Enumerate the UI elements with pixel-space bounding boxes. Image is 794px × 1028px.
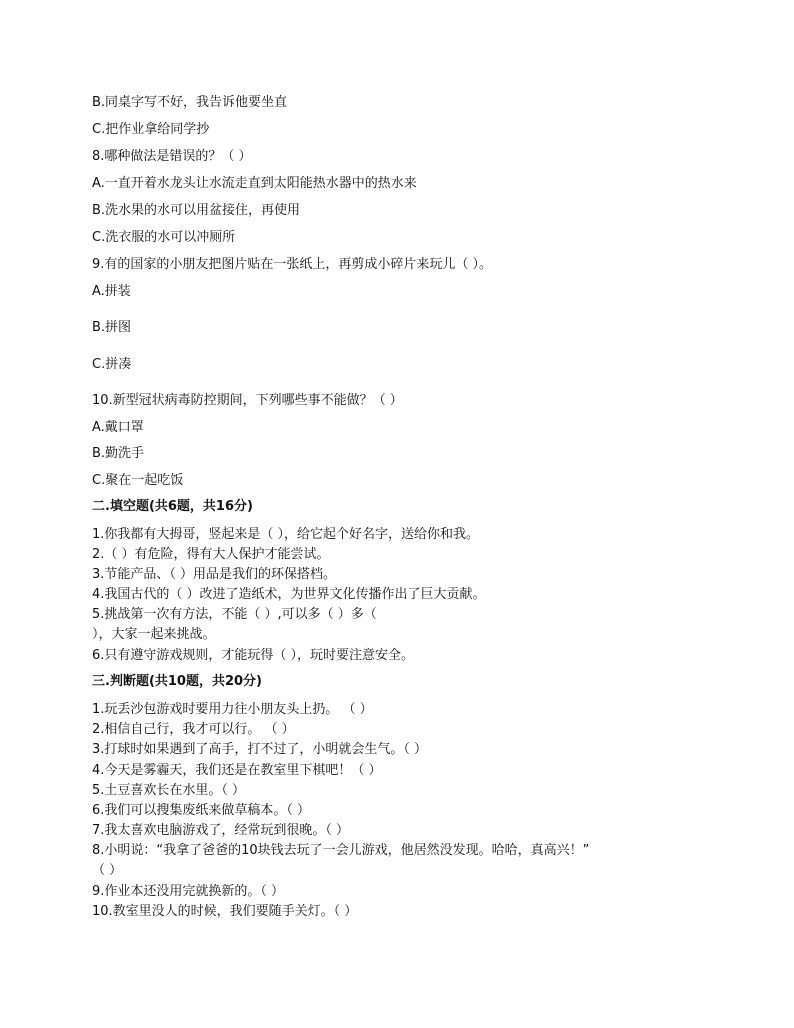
section2-item: 6.只有遵守游戏规则，才能玩得（ ），玩时要注意安全。 — [92, 648, 415, 663]
q8-option-a: A.一直开着水龙头让水流走直到太阳能热水器中的热水来 — [92, 176, 417, 191]
section2-item: 5.挑战第一次有方法，不能（ ）,可以多（ ）多（ — [92, 607, 377, 622]
section3-item: 6.我们可以搜集废纸来做草稿本。（ ） — [92, 803, 311, 818]
q9-option-a: A.拼装 — [92, 284, 131, 299]
section3-item: 3.打球时如果遇到了高手，打不过了，小明就会生气。（ ） — [92, 742, 428, 757]
q9-question: 9.有的国家的小朋友把图片贴在一张纸上，再剪成小碎片来玩儿（ ）。 — [92, 257, 493, 272]
q10-option-a: A.戴口罩 — [92, 420, 144, 435]
q7-option-c: C.把作业拿给同学抄 — [92, 122, 210, 137]
q7-option-b: B.同桌字写不好，我告诉他要坐直 — [92, 95, 288, 110]
q10-option-c: C.聚在一起吃饭 — [92, 473, 184, 488]
section3-item: 8.小明说：“我拿了爸爸的10块钱去玩了一会儿游戏，他居然没发现。哈哈，真高兴！” — [92, 843, 590, 858]
q8-option-b: B.洗水果的水可以用盆接住，再使用 — [92, 203, 301, 218]
section2-item: 3.节能产品、（ ）用品是我们的环保搭档。 — [92, 567, 337, 582]
q9-option-c: C.拼凑 — [92, 357, 132, 372]
section3-item: 9.作业本还没用完就换新的。（ ） — [92, 884, 285, 899]
section2-item: 1.你我都有大拇哥，竖起来是（ ），给它起个好名字，送给你和我。 — [92, 527, 480, 542]
q8-question: 8.哪种做法是错误的？（ ） — [92, 149, 252, 164]
section3-item: 5.土豆喜欢长在水里。（ ） — [92, 783, 246, 798]
section2-item: 2.（ ）有危险，得有大人保护才能尝试。 — [92, 547, 330, 562]
section3-item: 1.玩丢沙包游戏时要用力往小朋友头上扔。 （ ） — [92, 702, 373, 717]
section3-item: 2.相信自己行，我才可以行。 （ ） — [92, 722, 295, 737]
section2-item-continued: ），大家一起来挑战。 — [92, 627, 216, 642]
q10-option-b: B.勤洗手 — [92, 446, 145, 461]
section3-item: 10.教室里没人的时候，我们要随手关灯。（ ） — [92, 904, 358, 919]
section3-heading: 三.判断题(共10题，共20分) — [92, 674, 263, 689]
q9-option-b: B.拼图 — [92, 320, 132, 335]
section3-item: 7.我太喜欢电脑游戏了，经常玩到很晚。（ ） — [92, 823, 350, 838]
section3-item: 4.今天是雾霾天，我们还是在教室里下棋吧！（ ） — [92, 763, 382, 778]
section3-item-answer-blank: （ ） — [92, 863, 123, 878]
q8-option-c: C.洗衣服的水可以冲厕所 — [92, 230, 236, 245]
section2-item: 4.我国古代的（ ）改进了造纸术，为世界文化传播作出了巨大贡献。 — [92, 587, 486, 602]
section2-heading: 二.填空题(共6题，共16分) — [92, 499, 253, 514]
q10-question: 10.新型冠状病毒防控期间，下列哪些事不能做？（ ） — [92, 393, 403, 408]
